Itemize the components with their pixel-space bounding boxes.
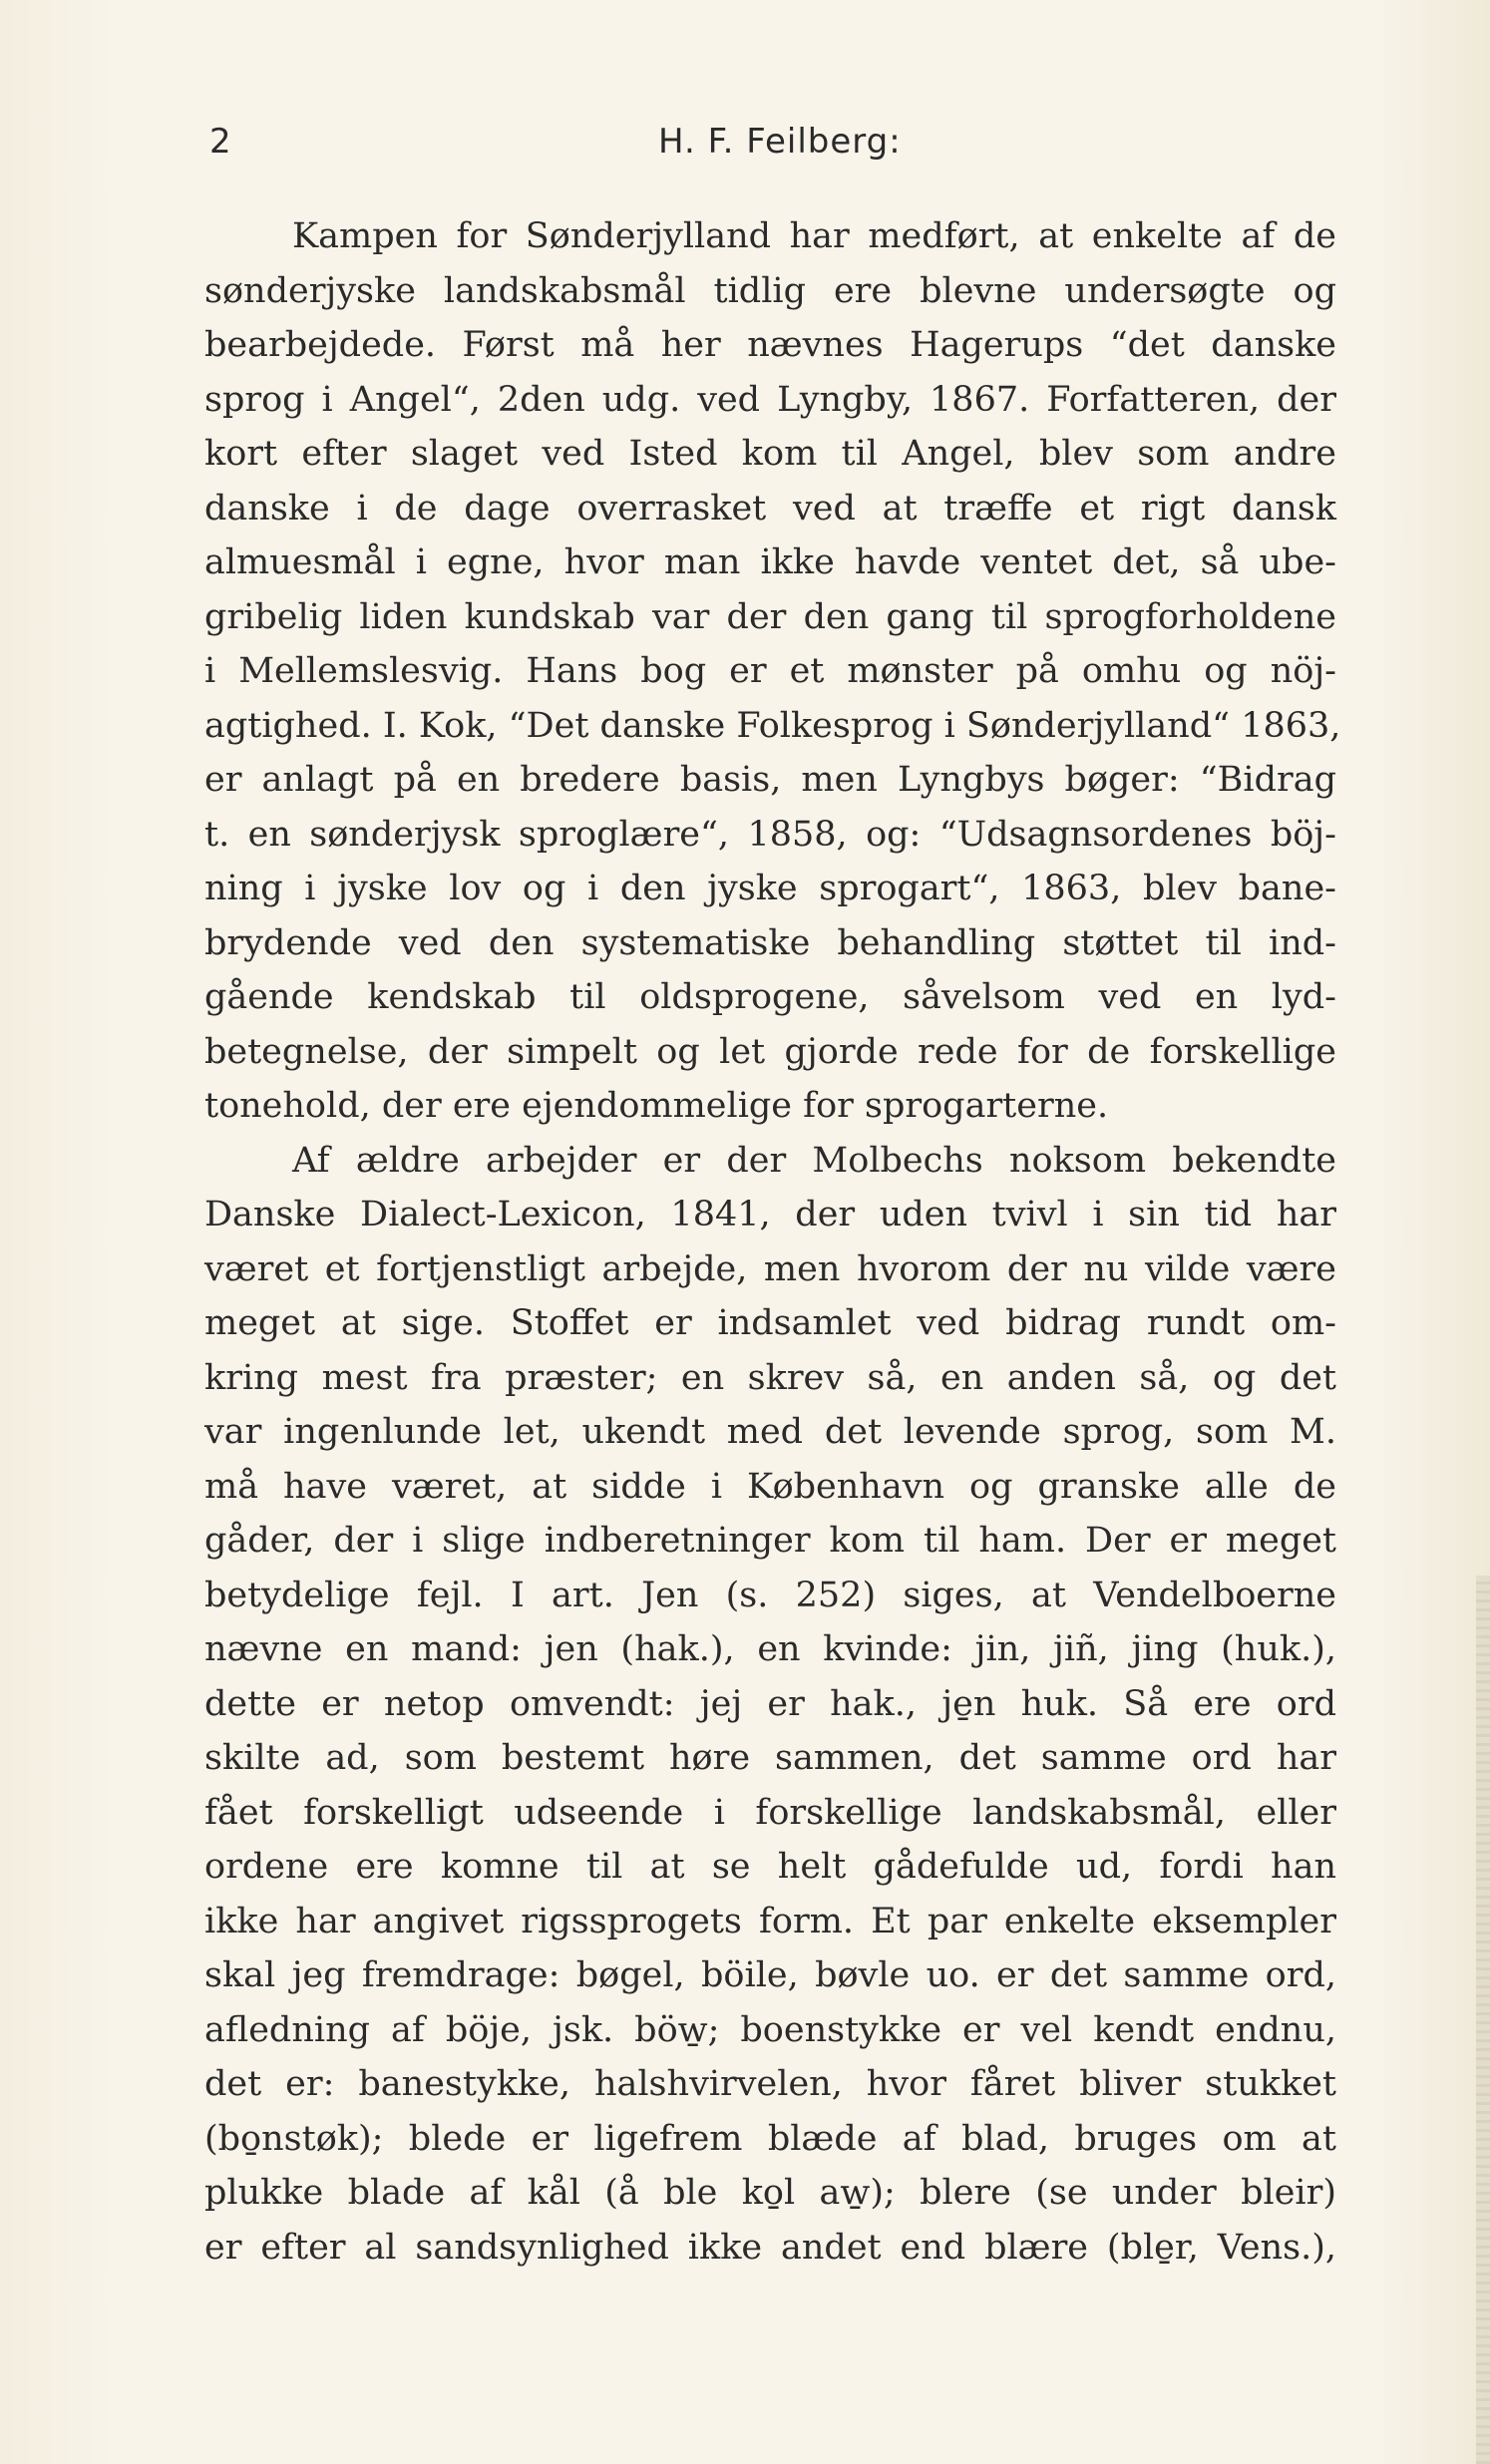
text-line: bearbejdede. Først må her nævnes Hagerups “det danske	[204, 325, 1336, 365]
text-line: det er: banestykke, halshvirvelen, hvor fåret bliver stukket	[204, 2064, 1336, 2104]
text-line: sønderjyske landskabsmål tidlig ere blevne undersøgte og	[204, 270, 1336, 311]
text-line: sprog i Angel“, 2den udg. ved Lyngby, 1867. Forfatteren, der	[204, 379, 1336, 420]
page-number: 2	[209, 122, 232, 162]
text-line: betegnelse, der simpelt og let gjorde rede for de forskellige	[204, 1031, 1336, 1072]
text-line: må have været, at sidde i København og granske alle de	[204, 1466, 1336, 1507]
text-line: afledning af böje, jsk. böw̱; boenstykke er vel kendt endnu,	[204, 2009, 1336, 2050]
text-line: (bo̱nstøk); blede er ligefrem blæde af blad, bruges om at	[204, 2118, 1336, 2159]
text-line: skilte ad, som bestemt høre sammen, det samme ord har	[204, 1738, 1336, 1778]
text-line: ordene ere komne til at se helt gådefulde ud, fordi han	[204, 1847, 1336, 1887]
text-line: Danske Dialect-Lexicon, 1841, der uden tvivl i sin tid har	[204, 1195, 1336, 1234]
text-line: tonehold, der ere ejendommelige for sprogarterne.	[204, 1086, 1109, 1126]
text-line: er efter al sandsynlighed ikke andet end blære (ble̱r, Vens.),	[204, 2227, 1336, 2268]
text-line: ning i jyske lov og i den jyske sprogart“, 1863, blev bane-	[204, 869, 1336, 908]
running-head: H. F. Feilberg:	[658, 122, 902, 162]
text-line: agtighed. I. Kok, “Det danske Folkesprog i Sønderjylland“ 1863,	[204, 705, 1341, 746]
text-line: gåder, der i slige indberetninger kom til ham. Der er meget	[204, 1521, 1336, 1561]
text-line: betydelige fejl. I art. Jen (s. 252) siges, at Vendelboerne	[204, 1575, 1336, 1615]
text-line: ikke har angivet rigssprogets form. Et par enkelte eksempler	[204, 1901, 1336, 1941]
text-line: gribelig liden kundskab var der den gang til sprogforholdene	[204, 596, 1336, 637]
text-line: meget at sige. Stoffet er indsamlet ved bidrag rundt om-	[204, 1303, 1336, 1343]
text-line: brydende ved den systematiske behandling støttet til ind-	[204, 922, 1336, 963]
text-line: skal jeg fremdrage: bøgel, böile, bøvle uo. er det samme ord,	[204, 1955, 1336, 1995]
text-line: kring mest fra præster; en skrev så, en anden så, og det	[204, 1357, 1336, 1398]
text-line: gående kendskab til oldsprogene, såvelsom ved en lyd-	[204, 977, 1336, 1017]
text-line: t. en sønderjysk sproglære“, 1858, og: “Udsagnsordenes böj-	[204, 814, 1336, 855]
text-line: almuesmål i egne, hvor man ikke havde ventet det, så ube-	[204, 542, 1336, 582]
text-line: fået forskelligt udseende i forskellige landskabsmål, eller	[204, 1792, 1336, 1833]
text-line: i Mellemslesvig. Hans bog er et mønster på omhu og nöj-	[204, 651, 1336, 691]
text-line: kort efter slaget ved Isted kom til Angel, blev som andre	[204, 434, 1336, 474]
text-line: været et fortjenstligt arbejde, men hvorom der nu vilde være	[204, 1248, 1336, 1289]
text-line: plukke blade af kål (å ble ko̱l aw̱); blere (se under bleir)	[204, 2173, 1336, 2213]
text-line: var ingenlunde let, ukendt med det levende sprog, som M.	[204, 1412, 1336, 1452]
text-line: dette er netop omvendt: jej er hak., je̱n huk. Så ere ord	[204, 1683, 1336, 1724]
text-line: Af ældre arbejder er der Molbechs noksom bekendte	[292, 1140, 1336, 1181]
page-header	[199, 122, 1331, 172]
page-edge-shadow	[1476, 1576, 1490, 2464]
text-line: er anlagt på en bredere basis, men Lyngbys bøger: “Bidrag	[204, 760, 1336, 800]
text-line: nævne en mand: jen (hak.), en kvinde: jin, jiñ, jing (huk.),	[204, 1629, 1336, 1669]
text-line: danske i de dage overrasket ved at træffe et rigt dansk	[204, 488, 1336, 528]
text-line: Kampen for Sønderjylland har medført, at enkelte af de	[292, 216, 1336, 256]
body-text	[204, 209, 1341, 2275]
